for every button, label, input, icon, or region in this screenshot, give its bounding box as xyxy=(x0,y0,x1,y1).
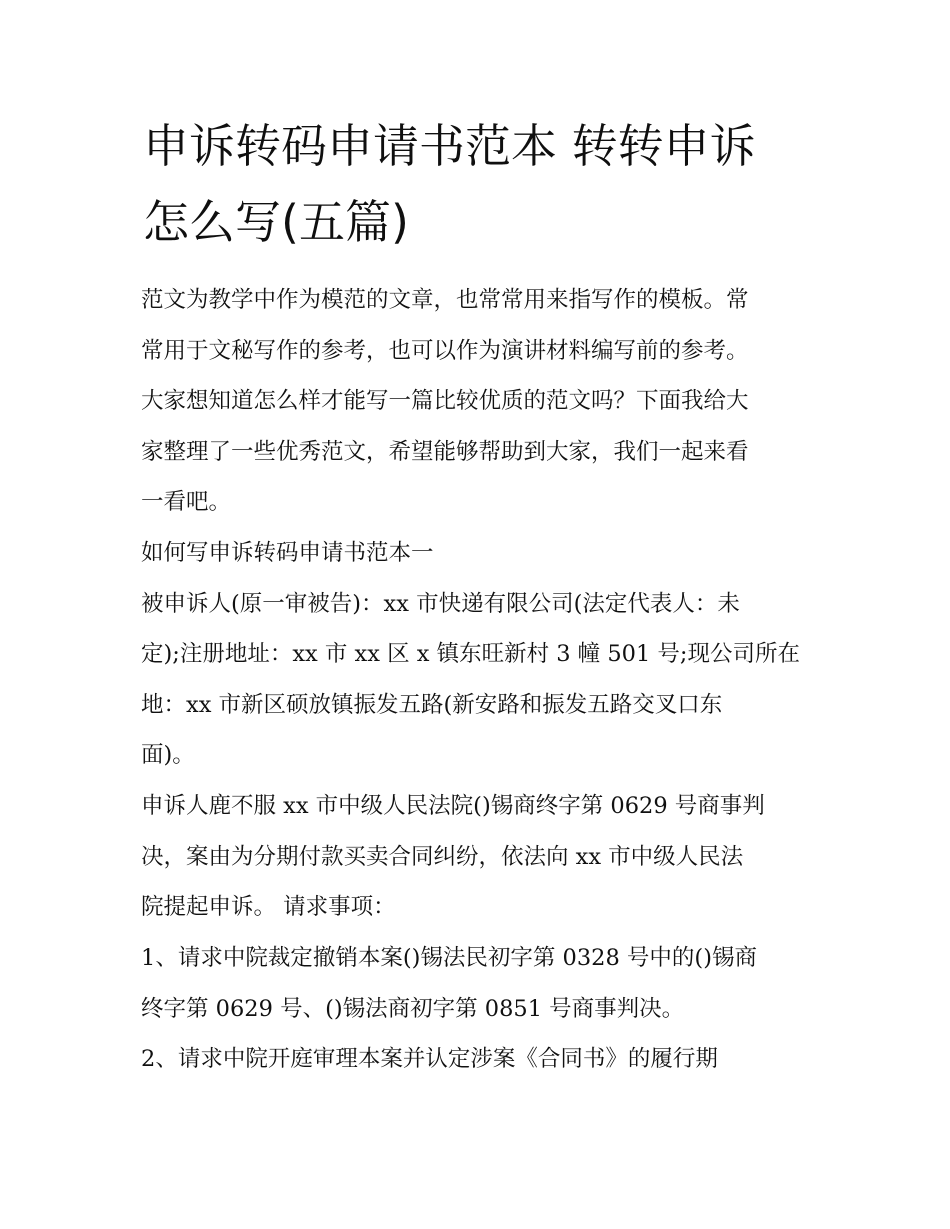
respondent-line-3: 地：xx 市新区硕放镇振发五路(新安路和振发五路交叉口东 xyxy=(141,692,723,718)
respondent-line-4: 面)。 xyxy=(141,742,195,768)
intro-line-3: 大家想知道怎么样才能写一篇比较优质的范文吗？下面我给大 xyxy=(141,388,749,414)
intro-line-5: 一看吧。 xyxy=(141,489,232,515)
document-title-line-1: 申诉转码申请书范本 转转申诉 xyxy=(143,119,756,173)
intro-line-4: 家整理了一些优秀范文，希望能够帮助到大家，我们一起来看 xyxy=(141,439,749,465)
document-title-line-2: 怎么写(五篇) xyxy=(143,195,409,249)
request-one-line-2: 终字第 0629 号、()锡法商初字第 0851 号商事判决。 xyxy=(141,996,685,1022)
appeal-line-2: 决，案由为分期付款买卖合同纠纷，依法向 xx 市中级人民法 xyxy=(141,844,744,870)
intro-line-2: 常用于文秘写作的参考，也可以作为演讲材料编写前的参考。 xyxy=(141,338,749,364)
intro-line-1: 范文为教学中作为模范的文章，也常常用来指写作的模板。常 xyxy=(141,287,749,313)
appeal-line-3: 院提起申诉。 请求事项： xyxy=(141,894,396,920)
request-one-line-1: 1、请求中院裁定撤销本案()锡法民初字第 0328 号中的()锡商 xyxy=(141,945,757,971)
section-heading: 如何写申诉转码申请书范本一 xyxy=(141,540,434,566)
request-two-line-1: 2、请求中院开庭审理本案并认定涉案《合同书》的履行期 xyxy=(141,1046,718,1072)
respondent-line-1: 被申诉人(原一审被告)：xx 市快递有限公司(法定代表人：未 xyxy=(141,591,740,617)
appeal-line-1: 申诉人鹿不服 xx 市中级人民法院()锡商终字第 0629 号商事判 xyxy=(141,793,765,819)
respondent-line-2: 定);注册地址：xx 市 xx 区 x 镇东旺新村 3 幢 501 号;现公司所在 xyxy=(141,641,801,667)
